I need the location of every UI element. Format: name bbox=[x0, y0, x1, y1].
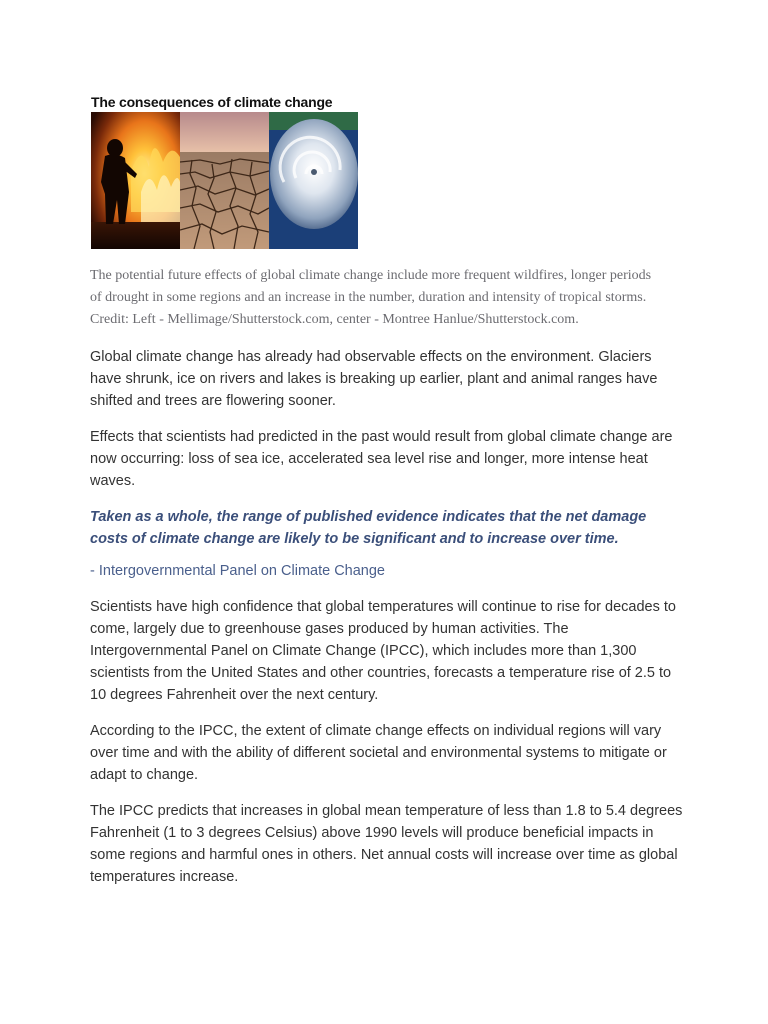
article-title: The consequences of climate change bbox=[91, 94, 333, 110]
photo-strip bbox=[91, 112, 358, 249]
pull-quote: Taken as a whole, the range of published evidence indicates that the net damage costs of climate change are likely to be significant and to increase over time. bbox=[90, 509, 647, 547]
wildfire-image bbox=[91, 112, 180, 249]
hurricane-photo bbox=[269, 112, 358, 249]
image-caption: The potential future effects of global climate change include more frequent wildfires, longer periods of drought in some regions and an increase in the number, duration and intensity of tropical storms. Credit: Left - Mellimage/Shutterstock.com, center - Montree Hanlue/Shutterstock.com. bbox=[90, 268, 652, 327]
quote-source: - Intergovernmental Panel on Climate Change bbox=[90, 563, 385, 579]
paragraph-2: Effects that scientists had predicted in the past would result from global climate change are now occurring: loss of sea ice, accelerated sea level rise and longer, more intense heat waves. bbox=[90, 429, 673, 489]
wildfire-photo bbox=[91, 112, 180, 249]
cracked-earth-image bbox=[180, 112, 269, 249]
paragraph-1: Global climate change has already had observable effects on the environment. Glaciers have shrunk, ice on rivers and lakes is breaking up earlier, plant and animal ranges have shifted and trees are flowering sooner. bbox=[90, 349, 658, 409]
paragraph-4: According to the IPCC, the extent of climate change effects on individual regions will vary over time and with the ability of different societal and environmental systems to mitigate or adapt to change. bbox=[90, 723, 667, 783]
drought-photo bbox=[180, 112, 269, 249]
hurricane-image bbox=[269, 112, 358, 249]
paragraph-5: The IPCC predicts that increases in global mean temperature of less than 1.8 to 5.4 degrees Fahrenheit (1 to 3 degrees Celsius) above 1990 levels will produce beneficial impacts in some regions and harmful ones in others. Net annual costs will increase over time as global temperatures increase. bbox=[90, 803, 683, 885]
paragraph-3: Scientists have high confidence that global temperatures will continue to rise for decades to come, largely due to greenhouse gases produced by human activities. The Intergovernmental Panel on Climate Change (IPCC), which includes more than 1,300 scientists from the United States and other countries, forecasts a temperature rise of 2.5 to 10 degrees Fahrenheit over the next century. bbox=[90, 599, 676, 703]
